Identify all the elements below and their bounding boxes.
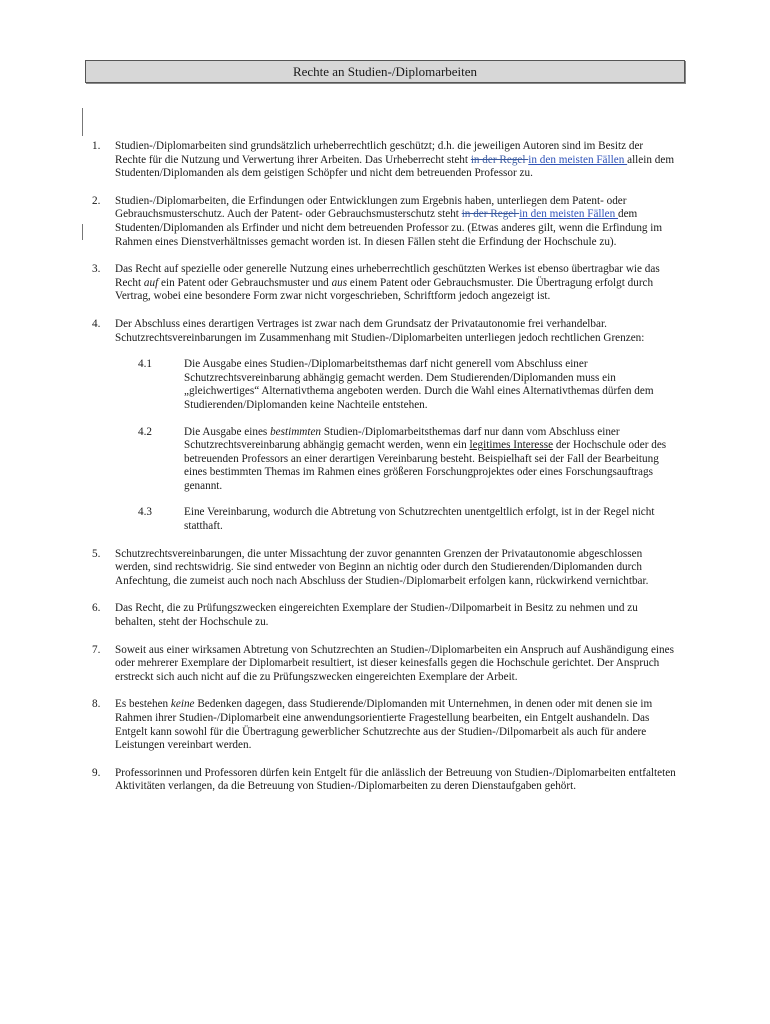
sub-item-text: Die Ausgabe eines Studien-/Diplomarbeitsthemas darf nicht generell vom Abschluss einer Schutzrechtsvereinbarung abhängig gemacht werden. Dem Studierenden/Diplomanden muss ein „gleichwertiges“ Alternativthema angeboten werden. Durch die Wahl eines Alternativthemas dürfen dem Studierenden/Diplomanden keine Nachteile entstehen. — [184, 358, 654, 411]
item-text: einem Patent oder Gebrauchsmuster. Die Übertragung erfolgt durch Vertrag, wobei eine besondere Form zwar nicht vorgeschrieben, Schriftform jedoch angezeigt ist. — [115, 276, 654, 303]
item-number: 2. — [92, 194, 101, 207]
item-number: 9. — [92, 766, 101, 779]
sub-item-number: 4.1 — [138, 358, 152, 371]
item-number: 5. — [92, 547, 101, 560]
sub-item-text: Die Ausgabe eines — [184, 425, 271, 438]
item-text: allein dem Studenten/Diplomanden als dem geistigen Schöpfer und nicht dem betreuenden Professor zu. — [115, 153, 675, 180]
list-item — [92, 644, 677, 685]
list-item — [92, 195, 677, 249]
numbered-list — [92, 140, 677, 808]
list-item — [92, 767, 677, 794]
item-number: 3. — [92, 263, 101, 276]
change-bar — [82, 224, 83, 240]
item-text: Es bestehen — [115, 698, 171, 711]
change-bar — [82, 108, 83, 136]
list-item — [92, 263, 677, 304]
item-number: 7. — [92, 643, 101, 656]
sub-item-text: Studien-/Diplomarbeitsthemas darf nur dann vom Abschluss einer Schutzrechtsvereinbarung abhängig gemacht werden, wenn ein — [184, 425, 620, 452]
sub-item-number: 4.3 — [138, 506, 152, 519]
item-text: Soweit aus einer wirksamen Abtretung von Schutzrechten an Studien-/Diplomarbeiten ein Anspruch auf Aushändigung eines oder mehrerer Exemplare der Diplomarbeit resultiert, ist dieser keinesfalls gegen die Hochschule gerichtet. Der Anspruch erstreckt sich auch nicht auf die zu Prüfungszwecken eingereichten Exemplare der Arbeit. — [115, 643, 674, 683]
item-text: ein Patent oder Gebrauchsmuster und — [158, 276, 332, 289]
list-item — [92, 140, 677, 181]
list-item — [92, 318, 677, 534]
sub-item-text: der Hochschule oder des betreuenden Professors an einer derartigen Vereinbarung besteht. Beispielhaft sei der Fall der Bearbeitung eines bestimmten Themas im Rahmen eines größeren Forschungprojektes oder eines Forschungsauftrags genannt. — [184, 439, 667, 492]
item-text: Studien-/Diplomarbeiten sind grundsätzlich urheberrechtlich geschützt; d.h. die jeweiligen Autoren sind im Besitz der Rechte für die Nutzung und Verwertung ihrer Arbeiten. Das Urheberrecht steht — [115, 140, 644, 166]
deleted-text: in der Regel — [461, 208, 520, 221]
item-number: 1. — [92, 140, 101, 152]
emphasis-text: aus — [331, 276, 348, 289]
item-text: Der Abschluss eines derartigen Vertrages ist zwar nach dem Grundsatz der Privatautonomie frei verhandelbar. Schutzrechtsvereinbarungen im Zusammenhang mit Studien-/Diplomarbeiten unterliegen jedoch rechtlichen Grenzen: — [115, 317, 645, 344]
sub-item — [92, 426, 677, 494]
deleted-text: in der Regel — [470, 153, 529, 166]
inserted-text: in den meisten Fällen — [528, 153, 628, 166]
item-text: Das Recht auf spezielle oder generelle Nutzung eines urheberrechtlich geschützten Werkes ist ebenso übertragbar wie das Recht — [115, 263, 660, 289]
list-item — [92, 548, 677, 589]
item-text: Studien-/Diplomarbeiten, die Erfindungen oder Entwicklungen zum Ergebnis haben, unterliegen dem Patent- oder Gebrauchsmusterschutz. Auch der Patent- oder Gebrauchsmusterschutz steht — [115, 194, 627, 221]
sub-item — [92, 506, 677, 533]
emphasis-text: bestimmten — [270, 425, 322, 438]
underlined-text: legitimes Interesse — [469, 439, 554, 452]
sub-item-text: Eine Vereinbarung, wodurch die Abtretung von Schutzrechten unentgeltlich erfolgt, ist in der Regel nicht statthaft. — [184, 506, 655, 533]
item-number: 6. — [92, 602, 101, 615]
document-title: Rechte an Studien-/Diplomarbeiten — [85, 60, 685, 83]
list-item — [92, 602, 677, 629]
item-number: 4. — [92, 317, 101, 330]
list-item — [92, 698, 677, 752]
item-number: 8. — [92, 698, 101, 711]
emphasis-text: auf — [143, 276, 159, 289]
item-text: dem Studenten/Diplomanden als Erfinder und nicht dem betreuenden Professor zu. (Etwas anderes gilt, wenn die Erfindung im Rahmen eines Dienstverhältnisses gemacht worden ist. In diesen Fällen steht die Erfindung der Hochschule zu). — [115, 208, 663, 248]
item-text: Bedenken dagegen, dass Studierende/Diplomanden mit Unternehmen, in denen oder mit denen sie im Rahmen ihrer Studien-/Diplomarbeit eine anwendungsorientierte Fragestellung bearbeiten, ein Entgelt aushandeln. Das Entgelt kann sowohl für die Übertragung gewerblicher Schutzrechte aus der Studien-/Dilpomarbeit als auch für andere Leistungen vereinbart werden. — [115, 698, 653, 752]
emphasis-text: keine — [170, 698, 195, 711]
sub-item — [92, 358, 677, 412]
item-text: Das Recht, die zu Prüfungszwecken eingereichten Exemplare der Studien-/Dilpomarbeit in Besitz zu nehmen und zu behalten, steht der Hochschule zu. — [115, 602, 638, 629]
item-text: Professorinnen und Professoren dürfen kein Entgelt für die anlässlich der Betreuung von Studien-/Diplomarbeiten entfalteten Aktivitäten verlangen, da die Betreuung von Studien-/Diplomarbeiten zu deren Dienstaufgaben gehört. — [115, 766, 676, 793]
item-text: Schutzrechtsvereinbarungen, die unter Missachtung der zuvor genannten Grenzen der Privatautonomie abgeschlossen werden, sind rechtswidrig. Sie sind entweder von Beginn an nichtig oder durch den Studierenden/Diplomanden durch Anfechtung, die zumeist auch noch nach Abschluss der Studien-/Diplomarbeit erfolgen kann, rückwirkend vernichtbar. — [115, 547, 649, 587]
inserted-text: in den meisten Fällen — [519, 208, 618, 221]
sub-item-number: 4.2 — [138, 425, 152, 438]
